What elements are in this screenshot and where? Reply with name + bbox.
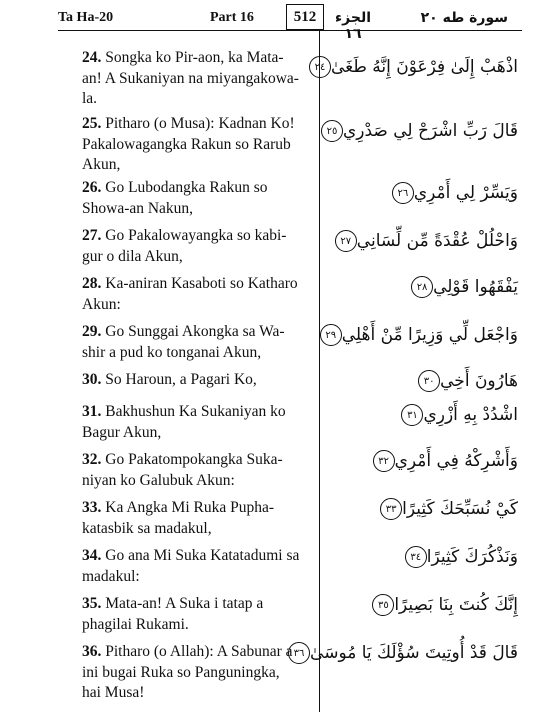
verse-text: Go ana Mi Suka Katatadumi sa madakul: (82, 547, 300, 585)
verse-translation (82, 594, 302, 635)
juz-label-arabic: الجزء ١٦ (334, 10, 371, 42)
verse-arabic (332, 400, 518, 430)
arabic-text: وَاحْلُلْ عُقْدَةً مِّن لِّسَانِي (356, 231, 518, 251)
page-header (0, 0, 540, 40)
verse-number: 28. (82, 275, 102, 292)
arabic-text: وَأَشْرِكْهُ فِي أَمْرِي (394, 451, 518, 471)
verse-number: 29. (82, 323, 102, 340)
verse-translation (82, 370, 302, 391)
verse-arabic (332, 542, 518, 572)
ayah-number-marker: ٢٩ (320, 324, 342, 346)
ayah-number-marker: ٣٤ (405, 546, 427, 568)
verse-text: Songka ko Pir-aon, ka Mata-an! A Sukaniyan na miyangakowa-la. (82, 49, 299, 107)
verse-text: Ka Angka Mi Ruka Pupha-katasbik sa madakul, (82, 499, 275, 537)
verse-translation (82, 114, 302, 176)
header-rule (58, 30, 522, 31)
ayah-number-marker: ٣٠ (418, 370, 440, 392)
ayah-number-marker: ٣٣ (380, 498, 402, 520)
ayah-number-marker: ٣٢ (373, 450, 395, 472)
verse-text: So Haroun, a Pagari Ko, (105, 371, 257, 388)
verse-number: 31. (82, 403, 102, 420)
ayah-number-marker: ٢٧ (335, 230, 357, 252)
arabic-text: هَارُونَ أَخِي (440, 371, 518, 391)
verse-text: Go Lubodangka Rakun so Showa-an Nakun, (82, 179, 268, 217)
verse-arabic (332, 446, 518, 476)
ayah-number-marker: ٣٦ (288, 642, 310, 664)
verse-translation (82, 226, 302, 267)
verse-translation (82, 402, 302, 443)
ayah-number-marker: ٣٥ (372, 594, 394, 616)
verse-text: Pitharo (o Musa): Kadnan Ko! Pakalowagangka Rakun so Rarub Akun, (82, 115, 295, 173)
verse-arabic (332, 590, 518, 620)
verse-arabic (293, 638, 518, 668)
arabic-text: اذْهَبْ إِلَىٰ فِرْعَوْنَ إِنَّهُ طَغَىٰ (330, 57, 518, 77)
verse-number: 26. (82, 179, 102, 196)
verse-translation (82, 322, 302, 363)
arabic-text: وَاجْعَل لِّي وَزِيرًا مِّنْ أَهْلِي (341, 325, 518, 345)
verse-number: 32. (82, 451, 102, 468)
verse-text: Go Pakatompokangka Suka-niyan ko Galubuk Akun: (82, 451, 283, 489)
arabic-text: قَالَ قَدْ أُوتِيتَ سُؤْلَكَ يَا مُوسَىٰ (310, 643, 518, 663)
verse-number: 27. (82, 227, 102, 244)
ayah-number-marker: ٢٤ (309, 56, 331, 78)
verse-text: Go Sunggai Akongka sa Wa-shir a pud ko tonganai Akun, (82, 323, 285, 361)
ayah-number-marker: ٢٨ (411, 276, 433, 298)
arabic-text: يَفْقَهُوا قَوْلِي (433, 277, 518, 297)
verse-text: Ka-aniran Kasaboti so Katharo Akun: (82, 275, 298, 313)
page-number: 512 (286, 4, 324, 30)
verse-number: 36. (82, 643, 102, 660)
verse-text: Bakhushun Ka Sukaniyan ko Bagur Akun, (82, 403, 286, 441)
verse-number: 24. (82, 49, 102, 66)
verse-translation (82, 274, 302, 315)
verse-text: Pitharo (o Allah): A Sabunar a ini bugai Ruka so Panguningka, hai Musa! (82, 643, 293, 701)
verse-arabic (332, 494, 518, 524)
part-label: Part 16 (210, 10, 254, 25)
verse-arabic (332, 366, 518, 396)
verse-number: 30. (82, 371, 102, 388)
verse-translation (82, 498, 302, 539)
verse-arabic (332, 178, 518, 208)
ayah-number-marker: ٣١ (401, 404, 423, 426)
verse-arabic (314, 52, 518, 82)
verse-text: Go Pakalowayangka so kabi-gur o dila Akun, (82, 227, 287, 265)
arabic-text: إِنَّكَ كُنتَ بِنَا بَصِيرًا (394, 595, 518, 615)
verse-arabic (332, 272, 518, 302)
surah-title-arabic: سورة طه ٢٠ (420, 10, 508, 26)
arabic-text: كَيْ نُسَبِّحَكَ كَثِيرًا (402, 499, 518, 519)
arabic-text: قَالَ رَبِّ اشْرَحْ لِي صَدْرِي (342, 121, 518, 141)
verse-arabic (326, 116, 518, 146)
arabic-text: وَنَذْكُرَكَ كَثِيرًا (426, 547, 518, 567)
verse-arabic (325, 320, 518, 350)
surah-reference: Ta Ha-20 (58, 10, 114, 25)
verse-text: Mata-an! A Suka i tatap a phagilai Rukami. (82, 595, 264, 633)
verse-number: 35. (82, 595, 102, 612)
verse-translation (82, 178, 302, 219)
verse-translation (82, 546, 302, 587)
verse-number: 25. (82, 115, 102, 132)
verse-translation (82, 450, 302, 491)
ayah-number-marker: ٢٦ (392, 182, 414, 204)
arabic-text: اشْدُدْ بِهِ أَزْرِي (423, 405, 518, 425)
arabic-text: وَيَسِّرْ لِي أَمْرِي (413, 183, 518, 203)
verse-number: 34. (82, 547, 102, 564)
verse-number: 33. (82, 499, 102, 516)
verse-translation (82, 642, 302, 704)
ayah-number-marker: ٢٥ (321, 120, 343, 142)
verse-translation (82, 48, 302, 110)
verse-arabic (332, 226, 518, 256)
